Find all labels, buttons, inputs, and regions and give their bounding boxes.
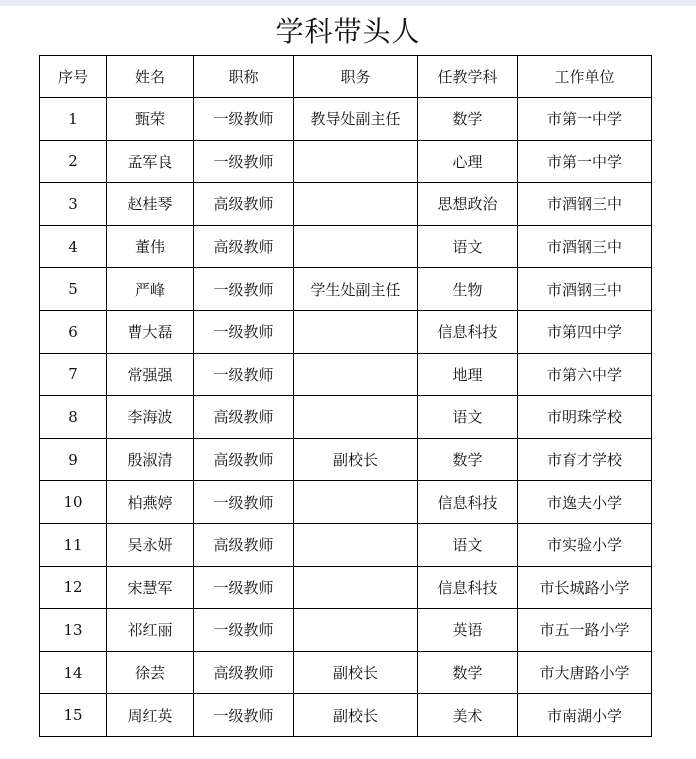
cell-name: 曹大磊 (107, 310, 194, 353)
cell-subject: 思想政治 (418, 183, 518, 226)
cell-unit: 市酒钢三中 (518, 268, 652, 311)
cell-no: 9 (40, 438, 107, 481)
cell-subject: 语文 (418, 396, 518, 439)
cell-rank: 高级教师 (194, 225, 294, 268)
table-header-row (40, 56, 652, 98)
table-row (40, 98, 652, 141)
cell-subject: 数学 (418, 98, 518, 141)
cell-post: 副校长 (294, 694, 418, 737)
header-no: 序号 (40, 56, 107, 98)
table-row (40, 694, 652, 737)
cell-rank: 一级教师 (194, 566, 294, 609)
table-row (40, 481, 652, 524)
cell-rank: 高级教师 (194, 183, 294, 226)
table-row (40, 651, 652, 694)
cell-no: 8 (40, 396, 107, 439)
table-row (40, 609, 652, 652)
cell-no: 10 (40, 481, 107, 524)
cell-post: 副校长 (294, 438, 418, 481)
header-subject: 任教学科 (418, 56, 518, 98)
cell-post: 教导处副主任 (294, 98, 418, 141)
cell-name: 宋慧军 (107, 566, 194, 609)
cell-unit: 市第一中学 (518, 140, 652, 183)
cell-no: 6 (40, 310, 107, 353)
table-body (40, 98, 652, 737)
cell-rank: 高级教师 (194, 651, 294, 694)
cell-unit: 市逸夫小学 (518, 481, 652, 524)
cell-unit: 市酒钢三中 (518, 183, 652, 226)
table-row (40, 268, 652, 311)
cell-subject: 信息科技 (418, 481, 518, 524)
top-border-strip (0, 0, 696, 6)
cell-post (294, 566, 418, 609)
cell-rank: 高级教师 (194, 438, 294, 481)
table-row (40, 183, 652, 226)
cell-rank: 一级教师 (194, 694, 294, 737)
cell-name: 祁红丽 (107, 609, 194, 652)
cell-no: 7 (40, 353, 107, 396)
table-row (40, 140, 652, 183)
cell-post (294, 183, 418, 226)
cell-unit: 市第一中学 (518, 98, 652, 141)
cell-unit: 市南湖小学 (518, 694, 652, 737)
cell-subject: 地理 (418, 353, 518, 396)
cell-post (294, 353, 418, 396)
cell-name: 徐芸 (107, 651, 194, 694)
cell-rank: 一级教师 (194, 353, 294, 396)
cell-post (294, 140, 418, 183)
cell-subject: 英语 (418, 609, 518, 652)
cell-post (294, 225, 418, 268)
cell-name: 孟军良 (107, 140, 194, 183)
table-row (40, 225, 652, 268)
cell-no: 11 (40, 523, 107, 566)
cell-subject: 信息科技 (418, 310, 518, 353)
cell-name: 李海波 (107, 396, 194, 439)
cell-name: 赵桂琴 (107, 183, 194, 226)
cell-no: 3 (40, 183, 107, 226)
cell-no: 13 (40, 609, 107, 652)
cell-subject: 信息科技 (418, 566, 518, 609)
table-row (40, 438, 652, 481)
table-row (40, 523, 652, 566)
cell-unit: 市五一路小学 (518, 609, 652, 652)
header-name: 姓名 (107, 56, 194, 98)
cell-unit: 市第六中学 (518, 353, 652, 396)
cell-subject: 数学 (418, 651, 518, 694)
table-row (40, 353, 652, 396)
cell-subject: 语文 (418, 225, 518, 268)
header-unit: 工作单位 (518, 56, 652, 98)
cell-unit: 市育才学校 (518, 438, 652, 481)
cell-unit: 市第四中学 (518, 310, 652, 353)
table-row (40, 396, 652, 439)
cell-name: 甄荣 (107, 98, 194, 141)
header-rank: 职称 (194, 56, 294, 98)
cell-post (294, 523, 418, 566)
cell-name: 周红英 (107, 694, 194, 737)
cell-rank: 一级教师 (194, 609, 294, 652)
cell-name: 柏燕婷 (107, 481, 194, 524)
table-row (40, 310, 652, 353)
table-row (40, 566, 652, 609)
cell-rank: 一级教师 (194, 310, 294, 353)
cell-no: 5 (40, 268, 107, 311)
subject-leader-table (39, 55, 652, 737)
cell-unit: 市长城路小学 (518, 566, 652, 609)
cell-post: 副校长 (294, 651, 418, 694)
cell-rank: 一级教师 (194, 140, 294, 183)
cell-unit: 市大唐路小学 (518, 651, 652, 694)
cell-subject: 美术 (418, 694, 518, 737)
cell-rank: 高级教师 (194, 396, 294, 439)
cell-name: 董伟 (107, 225, 194, 268)
page-title: 学科带头人 (275, 15, 421, 48)
cell-no: 2 (40, 140, 107, 183)
cell-post (294, 310, 418, 353)
cell-unit: 市实验小学 (518, 523, 652, 566)
cell-post (294, 396, 418, 439)
cell-rank: 高级教师 (194, 523, 294, 566)
cell-subject: 心理 (418, 140, 518, 183)
cell-name: 严峰 (107, 268, 194, 311)
cell-no: 15 (40, 694, 107, 737)
cell-rank: 一级教师 (194, 268, 294, 311)
cell-rank: 一级教师 (194, 481, 294, 524)
cell-post (294, 481, 418, 524)
cell-subject: 语文 (418, 523, 518, 566)
cell-subject: 数学 (418, 438, 518, 481)
cell-name: 殷淑清 (107, 438, 194, 481)
cell-unit: 市酒钢三中 (518, 225, 652, 268)
cell-no: 14 (40, 651, 107, 694)
cell-subject: 生物 (418, 268, 518, 311)
cell-name: 常强强 (107, 353, 194, 396)
cell-no: 4 (40, 225, 107, 268)
cell-rank: 一级教师 (194, 98, 294, 141)
header-post: 职务 (294, 56, 418, 98)
cell-post (294, 609, 418, 652)
cell-no: 1 (40, 98, 107, 141)
cell-unit: 市明珠学校 (518, 396, 652, 439)
cell-post: 学生处副主任 (294, 268, 418, 311)
cell-no: 12 (40, 566, 107, 609)
cell-name: 吴永妍 (107, 523, 194, 566)
